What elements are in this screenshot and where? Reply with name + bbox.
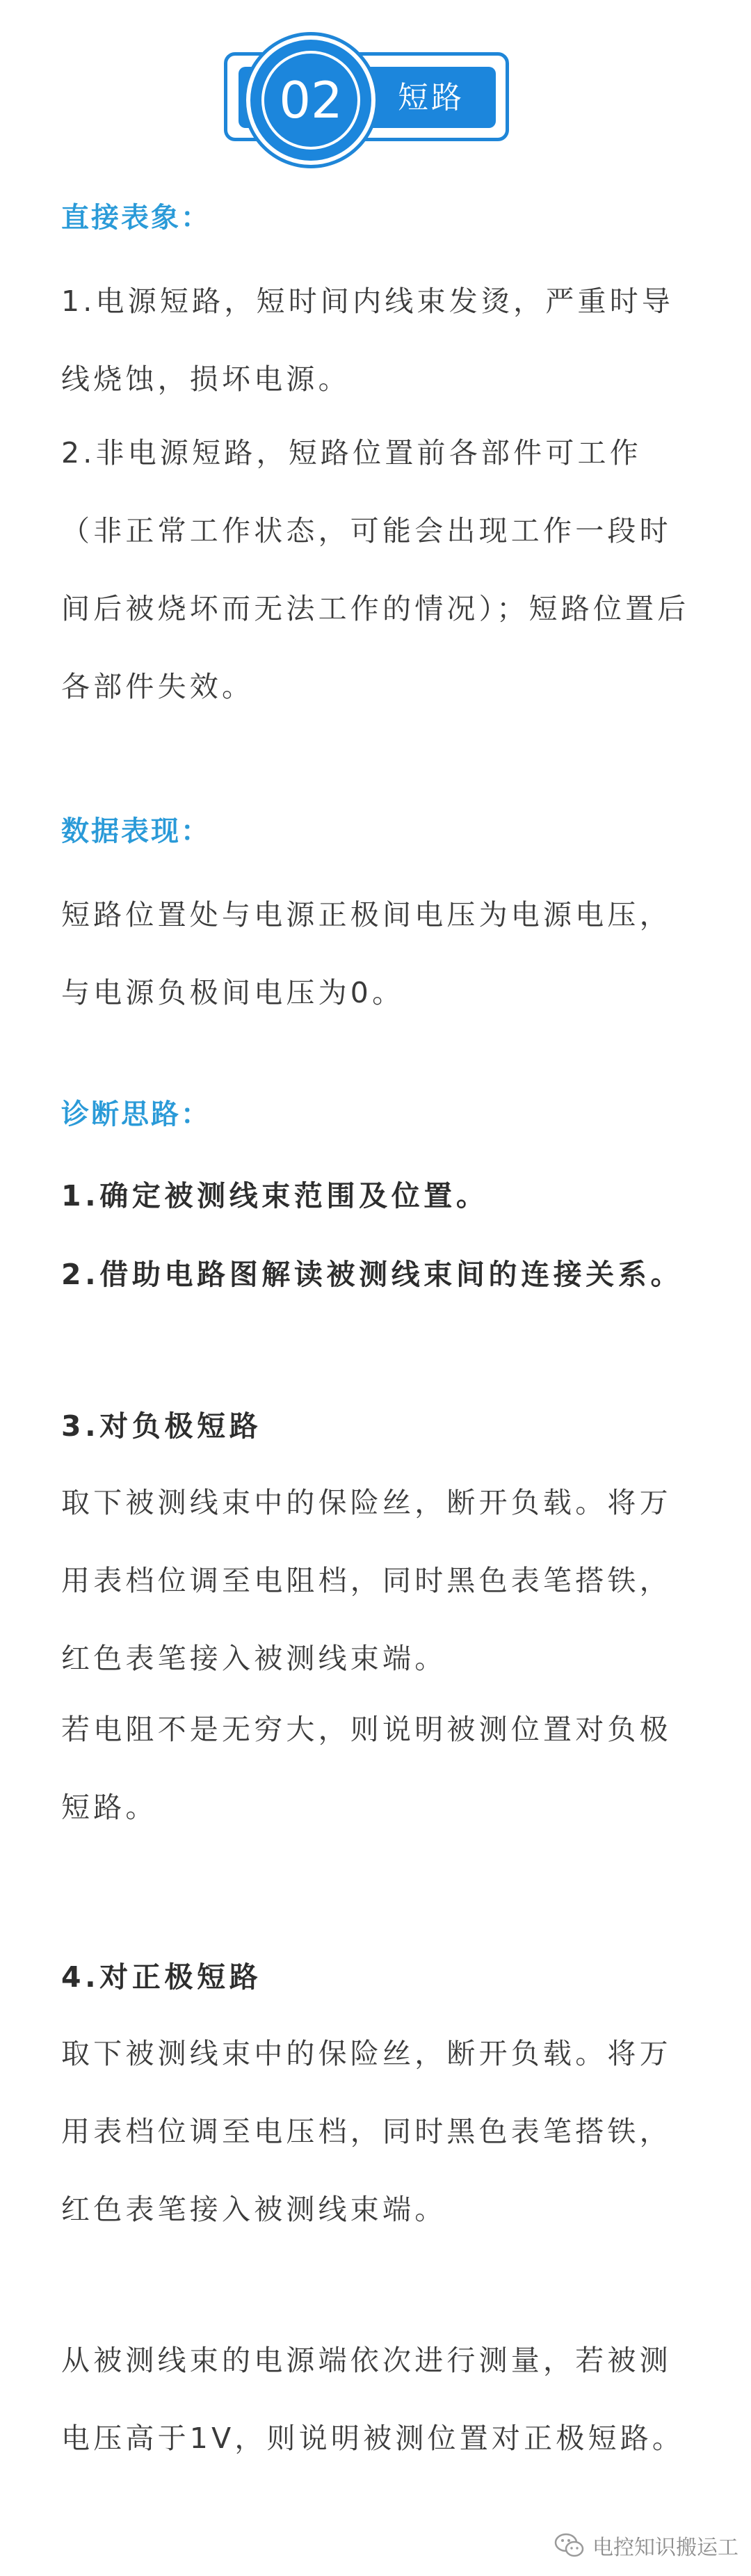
section-number: 02 (279, 71, 343, 129)
watermark (554, 2526, 738, 2565)
step-3-conclusion: 若电阻不是无穷大，则说明被测位置对负极短路。 (61, 1713, 672, 1824)
heading-data: 数据表现： (61, 815, 211, 847)
step-3-instructions: 取下被测线束中的保险丝，断开负载。将万用表档位调至电阻档，同时黑色表笔搭铁，红色表笔接入被测线束端。 (61, 1486, 672, 1675)
watermark-text: 电控知识搬运工 (592, 2536, 738, 2560)
wechat-icon (554, 2531, 586, 2559)
heading-symptoms: 直接表象： (61, 202, 211, 234)
section-number-badge (224, 45, 510, 150)
step-4-title: 4.对正极短路 (61, 1960, 262, 1994)
step-3-title: 3.对负极短路 (61, 1409, 262, 1443)
step-2: 2.借助电路图解读被测线束间的连接关系。 (61, 1258, 684, 1291)
step-1: 1.确定被测线束范围及位置。 (61, 1179, 489, 1213)
symptom-non-power-short: 2.非电源短路，短路位置前各部件可工作（非正常工作状态，可能会出现工作一段时间后被烧坏而无法工作的情况）；短路位置后各部件失效。 (61, 436, 690, 703)
data-voltage-text: 短路位置处与电源正极间电压为电源电压，与电源负极间电压为0。 (61, 898, 672, 1009)
symptom-power-short: 1.电源短路，短时间内线束发烫，严重时导线烧蚀，损坏电源。 (61, 285, 675, 396)
heading-diagnosis: 诊断思路： (61, 1098, 211, 1130)
badge-circle (246, 35, 376, 165)
section-title: 短路 (398, 80, 465, 115)
step-4-conclusion: 从被测线束的电源端依次进行测量，若被测电压高于1V，则说明被测位置对正极短路。 (61, 2344, 685, 2455)
step-4-instructions: 取下被测线束中的保险丝，断开负载。将万用表档位调至电压档，同时黑色表笔搭铁，红色表笔接入被测线束端。 (61, 2037, 672, 2226)
